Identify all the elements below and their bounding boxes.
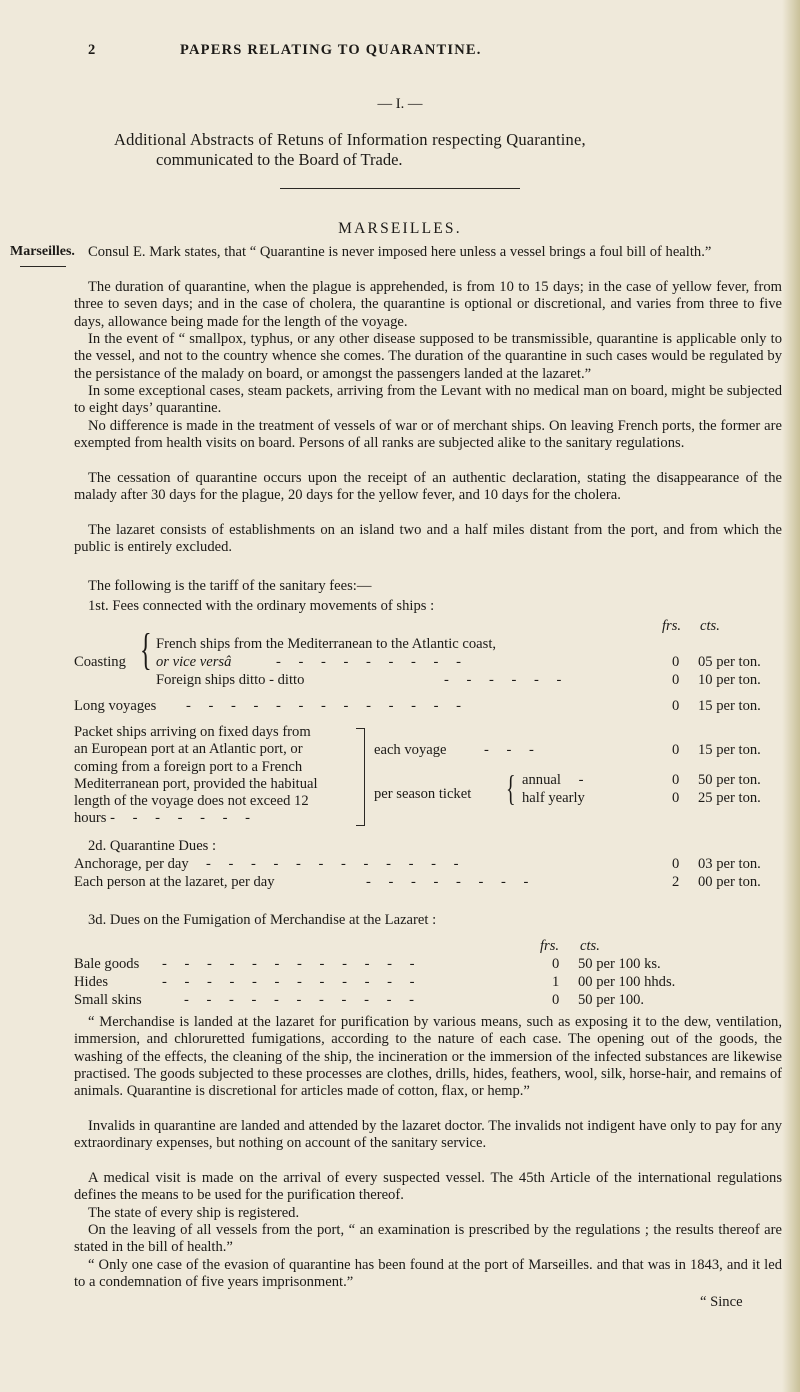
catchword: “ Since <box>700 1294 743 1310</box>
anchorage-frs: 0 <box>672 856 680 872</box>
each-person-row <box>74 874 664 891</box>
leader-dots: - - - - - - - - - - - - <box>162 974 422 990</box>
packet-line: coming from a foreign port to a French <box>74 758 303 775</box>
closing-paragraph-3: A medical visit is made on the arrival of every suspected vessel. The 45th Article of the international regulations defines the means to be used for the purification thereof. <box>74 1170 782 1204</box>
small-skins-rate: 50 per 100. <box>578 992 645 1008</box>
half-yearly-frs: 0 <box>672 790 680 806</box>
annual-rate: 50 per ton. <box>698 772 761 788</box>
packet-ships-description <box>74 724 318 828</box>
title-rule <box>280 188 520 189</box>
season-ticket-label: per season ticket <box>374 786 472 802</box>
leader-dots: - - - - - - - - - - - - - <box>186 698 468 714</box>
closing-paragraph-4: The state of every ship is registered. <box>88 1205 300 1221</box>
coasting-line3-rate: 10 per ton. <box>698 672 761 688</box>
small-skins-frs: 0 <box>552 992 560 1008</box>
season-ticket-brace: { <box>506 768 516 808</box>
paragraph-7: The lazaret consists of establishments on an island two and a half miles distant from the port, and from which the public is entirely excluded. <box>74 522 782 556</box>
anchorage-rate: 03 per ton. <box>698 856 761 872</box>
document-title-line2: communicated to the Board of Trade. <box>156 150 403 169</box>
running-title: PAPERS RELATING TO QUARANTINE. <box>180 42 482 58</box>
packet-line: Mediterranean port, provided the habitual <box>74 775 318 792</box>
small-skins-label: Small skins <box>74 992 142 1008</box>
coasting-line3-frs: 0 <box>672 672 680 688</box>
column-cts: cts. <box>700 618 720 634</box>
tariff-intro: The following is the tariff of the sanitary fees:— <box>88 578 372 594</box>
fumigation-column-cts: cts. <box>580 938 600 954</box>
document-title-line1: Additional Abstracts of Retuns of Information respecting Quarantine, <box>114 130 586 149</box>
annual-frs: 0 <box>672 772 680 788</box>
paragraph-6: The cessation of quarantine occurs upon the receipt of an authentic declaration, stating the disappearance of the malady after 30 days for the plague, 20 days for the yellow fever, and 10 days for the cholera. <box>74 470 782 504</box>
coasting-line1: French ships from the Mediterranean to the Atlantic coast, <box>156 636 497 652</box>
packet-line-text: hours <box>74 810 107 827</box>
each-voyage-row <box>374 742 664 759</box>
hides-frs: 1 <box>552 974 560 990</box>
leader-dots: - - - - - - - - - - - <box>184 992 421 1008</box>
long-voyages-frs: 0 <box>672 698 680 714</box>
bale-goods-rate: 50 per 100 ks. <box>578 956 661 972</box>
packet-line: length of the voyage does not exceed 12 <box>74 793 309 810</box>
anchorage-row <box>74 856 664 873</box>
annual-row <box>522 772 583 789</box>
leader-dots: - - - - - - - - <box>366 874 536 890</box>
leader-dots: - - - - - - - <box>110 810 258 827</box>
coasting-label: Coasting <box>74 654 126 670</box>
long-voyages-row <box>74 698 664 715</box>
hides-row <box>74 974 544 991</box>
packet-line: an European port at an Atlantic port, or <box>74 741 303 758</box>
bale-goods-row <box>74 956 544 973</box>
coasting-line2-rate: 05 per ton. <box>698 654 761 670</box>
each-voyage-rate: 15 per ton. <box>698 742 761 758</box>
leader-dots: - - - <box>484 742 541 758</box>
each-voyage-frs: 0 <box>672 742 680 758</box>
paragraph-1: Consul E. Mark states, that “ Quarantine is never imposed here unless a vessel brings a foul bill of health.” <box>88 244 712 260</box>
closing-paragraph-5: On the leaving of all vessels from the port, “ an examination is prescribed by the regulations ; the results thereof are stated in the bill of health.” <box>74 1222 782 1256</box>
each-person-label: Each person at the lazaret, per day <box>74 874 275 890</box>
small-skins-row <box>74 992 544 1009</box>
section-mark: — I. — <box>377 96 423 112</box>
fumigation-column-frs: frs. <box>540 938 560 954</box>
paragraph-2: The duration of quarantine, when the plague is apprehended, is from 10 to 15 days; in the case of yellow fever, from three to seven days; and in the case of cholera, the quarantine is optional or discretional, and varies from three to five days, allowance being made for the length of the voyage. <box>74 279 782 330</box>
paragraph-3: In the event of “ smallpox, typhus, or any other disease supposed to be transmissible, quarantine is applicable only to the vessel, and not to the country whence she comes. The duration of the quarantine in such cases would be regulated by the persistance of the malady on board, or amongst the passengers landed at the lazaret.” <box>74 331 782 382</box>
long-voyages-label: Long voyages <box>74 698 157 714</box>
coasting-row-3 <box>156 672 666 689</box>
leader-dots: - - - - - - - - - - - - <box>162 956 422 972</box>
each-person-frs: 2 <box>672 874 680 890</box>
coasting-line3-text: Foreign ships ditto - ditto <box>156 672 305 688</box>
half-yearly-label: half yearly <box>522 790 585 806</box>
each-person-rate: 00 per ton. <box>698 874 761 890</box>
annual-label: annual <box>522 772 561 788</box>
long-voyages-rate: 15 per ton. <box>698 698 761 714</box>
page-edge-shading <box>782 0 800 1392</box>
bale-goods-label: Bale goods <box>74 956 140 972</box>
coasting-row-2 <box>156 654 666 671</box>
leader-dots: - - - - - - - - - - - - <box>206 856 466 872</box>
quarantine-dues-heading: 2d. Quarantine Dues : <box>88 838 217 854</box>
packet-line: Packet ships arriving on fixed days from <box>74 724 311 740</box>
place-heading: MARSEILLES. <box>338 220 462 237</box>
coasting-line2-frs: 0 <box>672 654 680 670</box>
each-voyage-label: each voyage <box>374 742 447 758</box>
tariff-first-heading: 1st. Fees connected with the ordinary movements of ships : <box>88 598 435 614</box>
half-yearly-rate: 25 per ton. <box>698 790 761 806</box>
closing-paragraph-6: “ Only one case of the evasion of quarantine has been found at the port of Marseilles. and that was in 1843, and it led to a condemnation of five years imprisonment.” <box>74 1257 782 1291</box>
margin-note: Marseilles. <box>10 244 75 259</box>
margin-rule <box>20 266 66 267</box>
leader-dots: - - - - - - <box>444 672 569 688</box>
closing-paragraph-1: “ Merchandise is landed at the lazaret for purification by various means, such as exposing it to the dew, ventilation, immersion, and chloruretted fumigations, according to the nature of each case. The opening out of the goods, the washing of the effects, the cleaning of the ship, the incineration or the immersion of the infected substances are likewise practised. The goods subjected to these processes are clothes, drills, hides, feathers, wool, silk, horse-hair, and remains of animals. Quarantine is discretional for articles made of cotton, flax, or hemp.” <box>74 1014 782 1100</box>
coasting-brace: { <box>140 625 152 674</box>
packet-line <box>74 810 318 827</box>
anchorage-label: Anchorage, per day <box>74 856 189 872</box>
fumigation-heading: 3d. Dues on the Fumigation of Merchandise at the Lazaret : <box>88 912 437 928</box>
paragraph-4: In some exceptional cases, steam packets, arriving from the Levant with no medical man on board, might be subjected to eight days’ quarantine. <box>74 383 782 417</box>
hides-label: Hides <box>74 974 109 990</box>
column-frs: frs. <box>662 618 682 634</box>
closing-paragraph-2: Invalids in quarantine are landed and attended by the lazaret doctor. The invalids not indigent have only to pay for any extraordinary expenses, but nothing on account of the sanitary service. <box>74 1118 782 1152</box>
leader-dots: - - - - - - - - - <box>276 654 468 670</box>
paragraph-5: No difference is made in the treatment of vessels of war or of merchant ships. On leaving French ports, the former are exempted from health visits on board. Persons of all ranks are subjected alike to the sanitary regulations. <box>74 418 782 452</box>
bale-goods-frs: 0 <box>552 956 560 972</box>
coasting-line2-text: or vice versâ <box>156 654 232 670</box>
page-number: 2 <box>88 42 97 58</box>
packet-brace <box>356 728 365 826</box>
hides-rate: 00 per 100 hhds. <box>578 974 676 990</box>
leader-dash: - <box>578 772 584 788</box>
